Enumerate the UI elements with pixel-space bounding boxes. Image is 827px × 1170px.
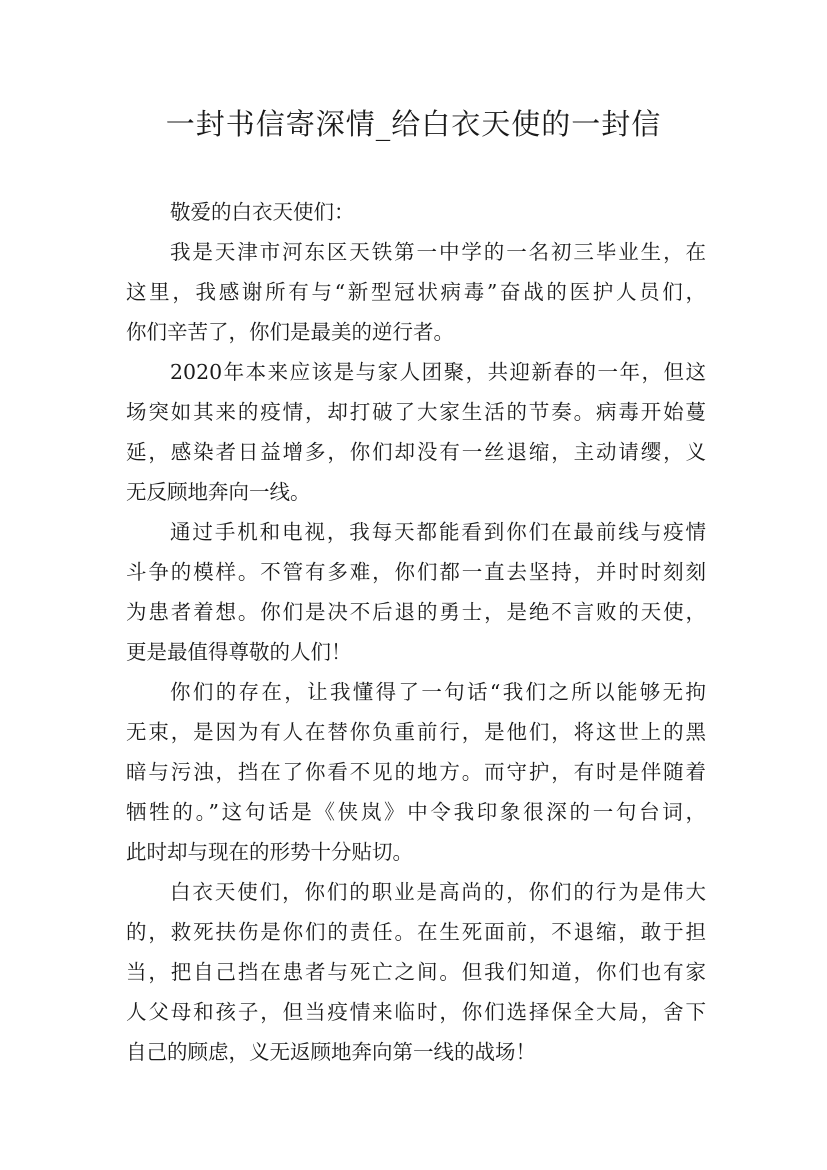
letter-line: 为患者着想。你们是决不后退的勇士，是绝不言败的天使，	[126, 600, 706, 624]
letter-line: 此时却与现在的形势十分贴切。	[126, 840, 413, 864]
letter-line: 延，感染者日益增多，你们却没有一丝退缩，主动请缨，义	[126, 440, 706, 464]
letter-line: 无束，是因为有人在替你负重前行，是他们，将这世上的黑	[126, 720, 706, 744]
letter-line: 自己的顾虑，义无返顾地奔向第一线的战场！	[126, 1040, 536, 1064]
letter-line: 通过手机和电视，我每天都能看到你们在最前线与疫情	[170, 520, 706, 544]
letter-line: 场突如其来的疫情，却打破了大家生活的节奏。病毒开始蔓	[126, 400, 706, 424]
letter-line: 更是最值得尊敬的人们！	[126, 640, 352, 664]
letter-line: 人父母和孩子，但当疫情来临时，你们选择保全大局，舍下	[126, 1000, 706, 1024]
letter-line: 2020年本来应该是与家人团聚，共迎新春的一年，但这	[170, 360, 706, 384]
letter-line: 暗与污浊，挡在了你看不见的地方。而守护，有时是伴随着	[126, 760, 706, 784]
letter-line: 我是天津市河东区天铁第一中学的一名初三毕业生，在	[170, 240, 706, 264]
letter-line: 你们的存在，让我懂得了一句话“我们之所以能够无拘	[170, 680, 706, 704]
letter-line: 牺牲的。”这句话是《侠岚》中令我印象很深的一句台词，	[126, 800, 706, 824]
letter-line: 的，救死扶伤是你们的责任。在生死面前，不退缩，敢于担	[126, 920, 706, 944]
letter-body	[126, 192, 706, 1072]
letter-line: 敬爱的白衣天使们：	[170, 200, 355, 224]
letter-line: 当，把自己挡在患者与死亡之间。但我们知道，你们也有家	[126, 960, 706, 984]
letter-line: 斗争的模样。不管有多难，你们都一直去坚持，并时时刻刻	[126, 560, 706, 584]
letter-line: 这里，我感谢所有与“新型冠状病毒”奋战的医护人员们，	[126, 280, 706, 304]
letter-line: 白衣天使们，你们的职业是高尚的，你们的行为是伟大	[170, 880, 706, 904]
document-title: 一封书信寄深情_给白衣天使的一封信	[165, 107, 662, 141]
letter-line: 无反顾地奔向一线。	[126, 480, 311, 504]
letter-line: 你们辛苦了，你们是最美的逆行者。	[126, 320, 454, 344]
